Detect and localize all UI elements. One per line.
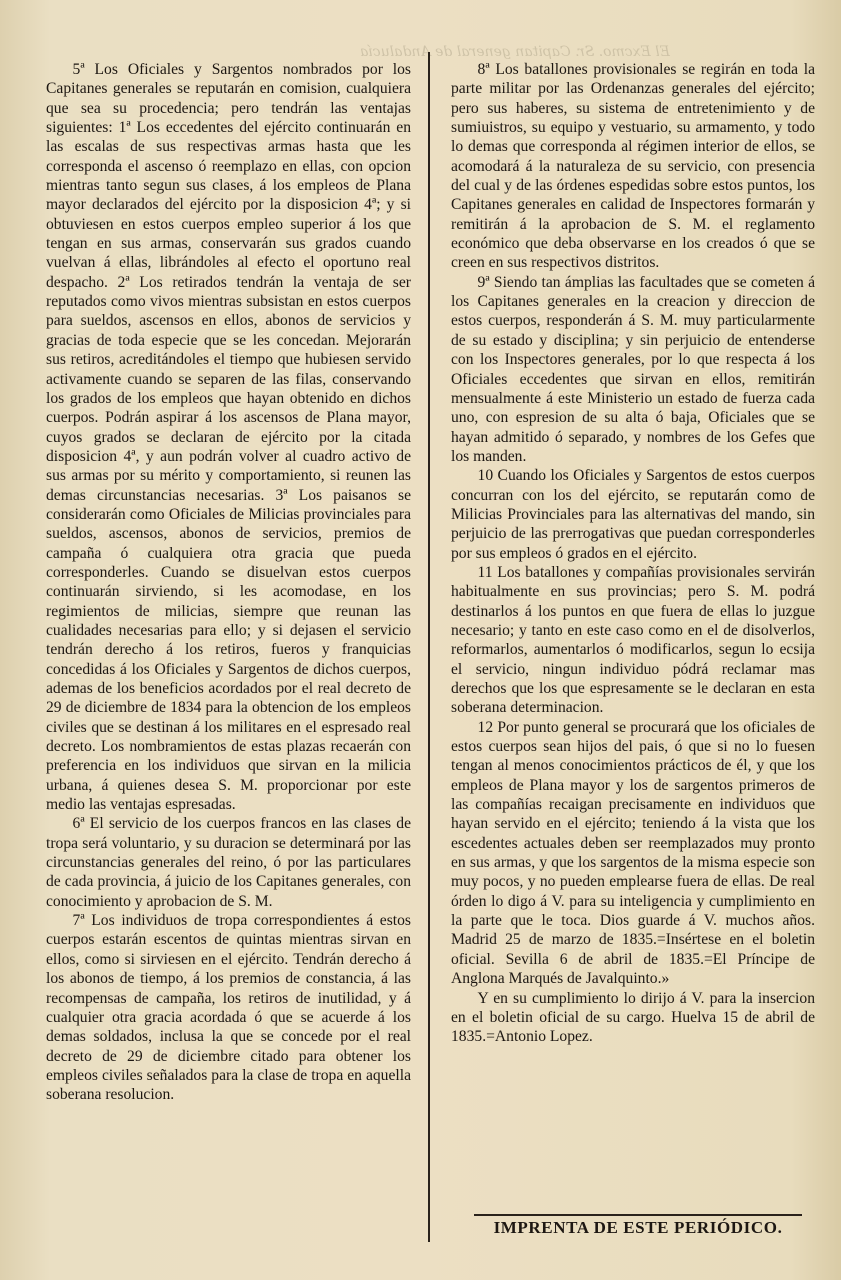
bleed-through-running-head: El Excmo. Sr. Capitan general de Andalucía — [360, 44, 670, 60]
imprint-line: IMPRENTA DE ESTE PERIÓDICO. — [493, 1218, 783, 1237]
right-text-column — [451, 60, 815, 1047]
paragraph-6: 6ª El servicio de los cuerpos francos en las clases de tropa será voluntario, y su duracion se determinará por las circunstancias generales del reino, ó por las particulares de cada provincia, á juicio de los Capitanes generales, con conocimiento y aprobacion de S. M. — [46, 815, 411, 910]
paragraph-12: 12 Por punto general se procurará que los oficiales de estos cuerpos sean hijos del pais, ó que si no lo fuesen tengan al menos conocimientos prácticos de él, y que los empleos de Plana mayor y los de sargentos primeros de las compañías recaigan precisamente en individuos que hayan servido en el ejército; teniendo á la vista que los escedentes actuales deben ser reemplazados muy pronto en sus armas, y que los sargentos de la misma especie son muy pocos, y no pueden emplearse fuera de ellas. De real órden lo digo á V. para su inteligencia y cumplimiento en la parte que le toca. Dios guarde á V. muchos años. Madrid 25 de marzo de 1835.=Insértese en el boletin oficial. Sevilla 6 de abril de 1835.=El Príncipe de Anglona Marqués de Javalquinto.» — [451, 718, 815, 988]
paragraph-5: 5ª Los Oficiales y Sargentos nombrados por los Capitanes generales se reputarán en comision, cualquiera que sea su procedencia; pero tendrán las ventajas siguientes: 1ª Los eccedentes del ejército continuarán en las escalas de sus respectivas armas hasta que les corresponda el ascenso ó reemplazo en ellas, con opcion mientras tanto segun sus clases, á los empleos de Plana mayor declarados del ejército por la disposicion 4ª; y si obtuviesen en estos cuerpos empleo superior á los que tengan en sus armas, conservarán sus grados cuando vuelvan á ellas, librándoles al efecto el oportuno real despacho. 2ª Los retirados tendrán la ventaja de ser reputados como vivos mientras subsistan en estos cuerpos para sueldos, ascensos en ellos, abonos de servicios y gracias de toda especie que se les concedan. Mejorarán sus retiros, acreditándoles el tiempo que hubiesen servido activamente cuando se separen de las filas, conservando los grados de los empleos que hayan obtenido en dichos cuerpos. Podrán aspirar á los ascensos de Plana mayor, cuyos grados se declaran de ejército por la citada disposicion 4ª, y aun podrán volver al cuadro activo de sus armas por su mérito y comportamiento, si reunen las demas circunstancias necesarias. 3ª Los paisanos se considerarán como Oficiales de Milicias provinciales para sueldos, ascensos, abonos de servicios, premios de campaña ó cualquiera otra gracia que pueda corresponderles. Cuando se disuelvan estos cuerpos continuarán sirviendo, si les acomodase, en los regimientos de milicias, siempre que reunan las cualidades necesarias para ello; y si dejasen el servicio tendrán derecho á los retiros, fueros y franquicias concedidas á los Oficiales y Sargentos de dichos cuerpos, ademas de los beneficios acordados por el real decreto de 29 de diciembre de 1834 para la obtencion de los empleos civiles que se destinan á los militares en el espresado real decreto. Los nombramientos de estas plazas recaerán con preferencia en los individuos que sirvan en la milicia urbana, á quienes desea S. M. proporcionar por este medio las ventajas espresadas. — [46, 61, 411, 814]
paragraph-8: 8ª Los batallones provisionales se regirán en toda la parte militar por las Ordenanzas generales del ejército; pero sus haberes, su sistema de entretenimiento y de sumiuistros, su equipo y vestuario, su armamento, y todo lo demas que corresponda al régimen interior de ellos, se acomodará á la naturaleza de su servicio, con presencia del cual y de las órdenes espedidas sobre estos puntos, los Capitanes generales en calidad de Inspectores formarán y remitirán á la aprobacion de S. M. el reglamento económico que deba observarse en los creados ó que se creen en sus respectivos distritos. — [451, 61, 815, 272]
imprint-rule — [474, 1214, 802, 1216]
closing-paragraph: Y en su cumplimiento lo dirijo á V. para la insercion en el boletin oficial de su cargo. Huelva 15 de abril de 1835.=Antonio Lopez. — [451, 989, 815, 1046]
paragraph-10: 10 Cuando los Oficiales y Sargentos de estos cuerpos concurran con los del ejército, se reputarán como de Milicias Provinciales para las alternativas del mando, sin perjuicio de las prerrogativas que puedan corresponderles por sus empleos ó grados en el ejército. — [451, 467, 815, 562]
paragraph-7: 7ª Los individuos de tropa correspondientes á estos cuerpos estarán escentos de quintas mientras sirvan en ellos, como si sirviesen en el ejército. Tendrán derecho á los abonos de tiempo, á los premios de constancia, á las recompensas de campaña, los retiros de inutilidad, y á cualquier otra gracia acordada ó que se acuerde á los demas soldados, inclusa la que se concede por el real decreto de 29 de diciembre citado para obtener los empleos civiles señalados para la clase de tropa en aquella soberana resolucion. — [46, 912, 411, 1104]
paragraph-9: 9ª Siendo tan ámplias las facultades que se cometen á los Capitanes generales en la creacion y direccion de estos cuerpos, responderán á S. M. muy particularmente de su estado y disciplina; y sin perjuicio de entenderse con los Inspectores generales, por lo que respecta á los Oficiales eccedentes que sirvan en ellos, remitirán mensualmente á este Ministerio un estado de fuerza cada uno, con espresion de su alta ó baja, Oficiales que se hayan admitido ó separado, y nombres de los Gefes que los manden. — [451, 273, 815, 465]
column-divider — [428, 52, 430, 1242]
paragraph-11: 11 Los batallones y compañías provisionales servirán habitualmente en sus provincias; pero S. M. podrá destinarlos á los puntos en que fuera de ellas lo juzgue necesario; y tanto en este caso como en el de disolverlos, reformarlos, aumentarlos ó modificarlos, segun lo ecsija el servicio, ningun individuo pódrá reclamar mas derechos que los que espresamente se le declaran en esta soberana determinacion. — [451, 563, 815, 717]
left-text-column — [46, 60, 411, 1105]
